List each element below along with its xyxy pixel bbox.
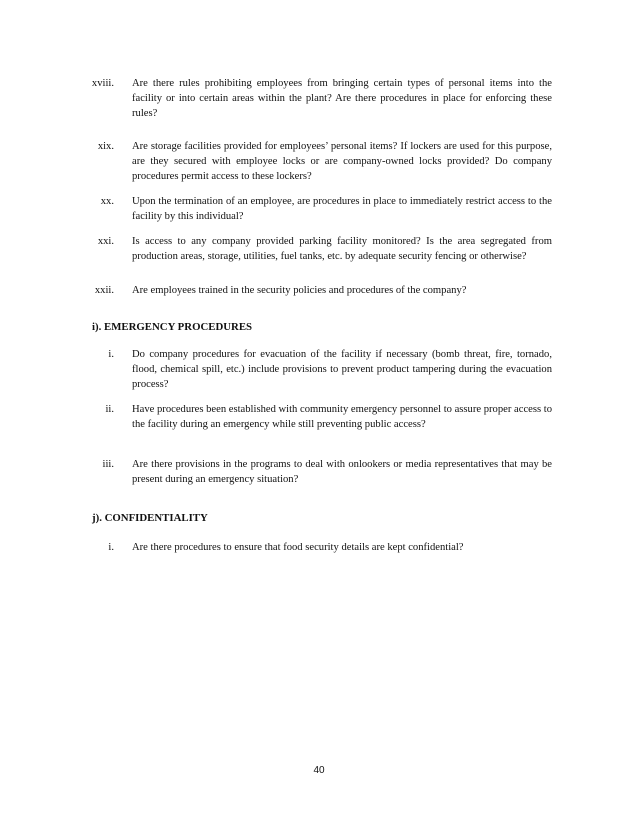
item-text: Are there procedures to ensure that food security details are kept confidential? [132,542,464,553]
item-text: Upon the termination of an employee, are procedures in place to immediately restrict access to the facility by this individual? [132,196,552,222]
item-text: Are employees trained in the security policies and procedures of the company? [132,285,467,296]
section-heading-confidentiality: j). CONFIDENTIALITY [92,512,208,524]
item-number: xix. [97,141,114,152]
section-heading-emergency: i). EMERGENCY PROCEDURES [92,321,253,333]
item-number: xxi. [97,236,114,247]
item-text: Is access to any company provided parking facility monitored? Is the area segregated from production areas, storage, utilities, fuel tanks, etc. by adequate security fencing or otherwise? [132,236,552,262]
item-number: ii. [105,404,114,415]
item-text: Are there rules prohibiting employees from bringing certain types of personal items into the facility or into certain areas within the plant? Are there procedures in place for enforcing these rules? [132,78,552,119]
item-number: i. [108,349,114,360]
page-number: 40 [313,765,325,776]
item-text: Are there provisions in the programs to deal with onlookers or media representatives that may be present during an emergency situation? [132,459,552,485]
item-number: iii. [102,459,114,470]
item-text: Are storage facilities provided for employees’ personal items? If lockers are used for this purpose, are they secured with employee locks or are company-owned locks provided? Do company procedures permit access to these lockers? [132,141,552,182]
item-number: i. [108,542,114,553]
item-number: xx. [100,196,114,207]
item-text: Have procedures been established with community emergency personnel to assure proper access to the facility during an emergency while still preventing public access? [132,404,552,430]
item-number: xxii. [94,285,114,296]
item-number: xviii. [91,78,114,89]
item-text: Do company procedures for evacuation of the facility if necessary (bomb threat, fire, tornado, flood, chemical spill, etc.) include provisions to prevent product tampering during the evacuation process? [132,349,552,390]
